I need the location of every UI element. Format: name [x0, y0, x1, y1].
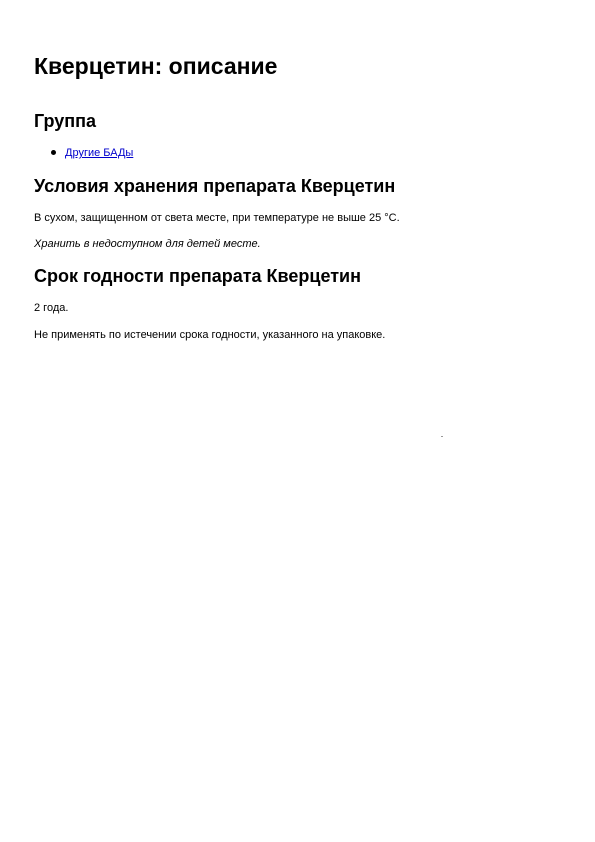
- storage-heading: Условия хранения препарата Кверцетин: [34, 176, 396, 196]
- group-link-other-supplements[interactable]: Другие БАДы: [65, 147, 134, 159]
- group-heading: Группа: [34, 111, 97, 131]
- shelf-life-heading: Срок годности препарата Кверцетин: [34, 266, 361, 286]
- storage-note: Хранить в недоступном для детей месте.: [34, 238, 261, 250]
- page-title: Кверцетин: описание: [34, 53, 278, 79]
- group-list: [34, 145, 133, 161]
- shelf-life-text: 2 года.: [34, 302, 69, 314]
- shelf-life-note: Не применять по истечении срока годности, указанного на упаковке.: [34, 329, 386, 341]
- stray-mark: [441, 436, 443, 437]
- storage-text: В сухом, защищенном от света месте, при температуре не выше 25 °C.: [34, 212, 400, 224]
- list-item: [34, 145, 133, 161]
- bullet-icon: [51, 150, 56, 155]
